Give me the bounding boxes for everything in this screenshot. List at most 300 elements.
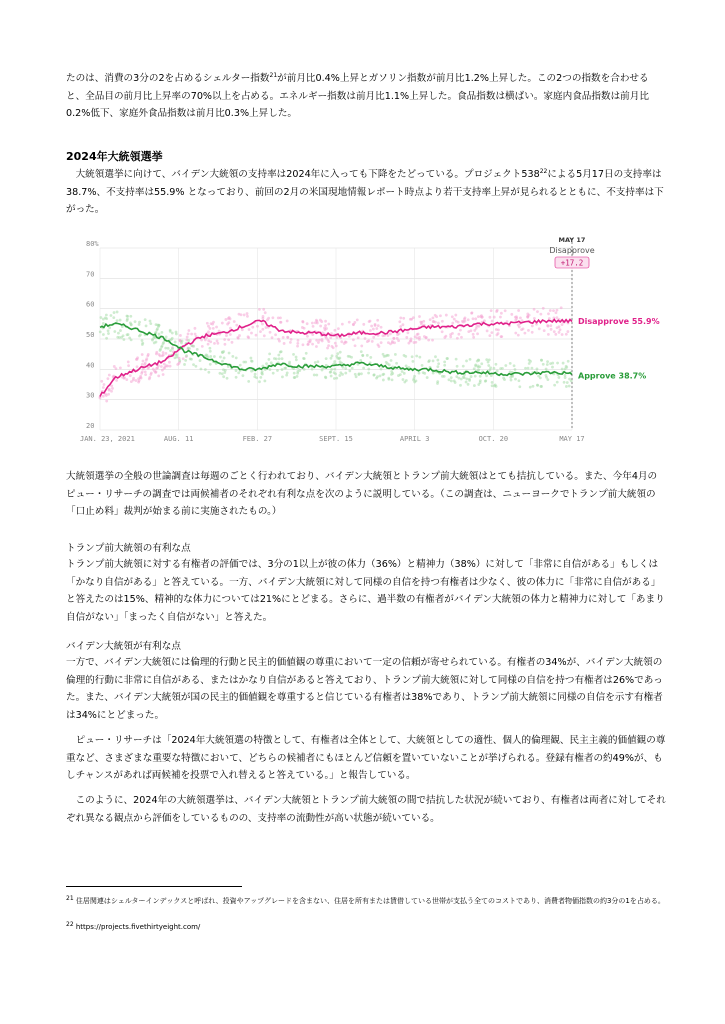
- disapprove-poll-dot: [103, 383, 106, 386]
- approve-poll-dot: [387, 377, 390, 380]
- approve-poll-dot: [113, 311, 116, 314]
- approve-poll-dot: [113, 330, 116, 333]
- trump-heading: トランプ前大統領の有利な点: [66, 543, 191, 554]
- disapprove-poll-dot: [432, 316, 435, 319]
- approve-poll-dot: [254, 373, 257, 376]
- disapprove-poll-dot: [360, 345, 363, 348]
- approve-poll-dot: [292, 353, 295, 356]
- disapprove-poll-dot: [127, 361, 130, 364]
- disapprove-poll-dot: [414, 335, 417, 338]
- disapprove-poll-dot: [321, 338, 324, 341]
- approve-poll-dot: [259, 376, 262, 379]
- disapprove-poll-dot: [207, 343, 210, 346]
- disapprove-poll-dot: [470, 329, 473, 332]
- approve-poll-dot: [434, 355, 437, 358]
- approve-poll-dot: [281, 375, 284, 378]
- disapprove-poll-dot: [453, 318, 456, 321]
- approve-poll-dot: [527, 367, 530, 370]
- disapprove-poll-dot: [311, 333, 314, 336]
- disapprove-poll-dot: [547, 333, 550, 336]
- disapprove-poll-dot: [454, 314, 457, 317]
- disapprove-poll-dot: [457, 333, 460, 336]
- approve-poll-dot: [361, 354, 364, 357]
- approve-poll-dot: [277, 354, 280, 357]
- footnote-ref-22[interactable]: 22: [539, 168, 548, 175]
- approve-poll-dot: [209, 350, 212, 353]
- approve-poll-dot: [117, 332, 120, 335]
- disapprove-poll-dot: [392, 337, 395, 340]
- disapprove-poll-dot: [286, 336, 289, 339]
- disapprove-poll-dot: [412, 316, 415, 319]
- disapprove-poll-dot: [315, 345, 318, 348]
- approve-poll-dot: [105, 317, 108, 320]
- approve-poll-dot: [465, 377, 468, 380]
- approve-poll-dot: [165, 335, 168, 338]
- disapprove-poll-dot: [324, 324, 327, 327]
- disapprove-poll-dot: [327, 323, 330, 326]
- disapprove-poll-dot: [445, 314, 448, 317]
- disapprove-poll-dot: [542, 307, 545, 310]
- approve-poll-dot: [401, 370, 404, 373]
- approve-poll-dot: [436, 380, 439, 383]
- approve-poll-dot: [221, 360, 224, 363]
- approve-poll-dot: [384, 355, 387, 358]
- approve-poll-dot: [199, 359, 202, 362]
- disapprove-poll-dot: [241, 328, 244, 331]
- x-tick-label: FEB. 27: [242, 435, 273, 443]
- disapprove-poll-dot: [500, 335, 503, 338]
- approve-poll-dot: [281, 368, 284, 371]
- disapprove-poll-dot: [555, 316, 558, 319]
- approve-poll-dot: [413, 381, 416, 384]
- disapprove-poll-dot: [125, 378, 128, 381]
- approve-poll-dot: [144, 318, 147, 321]
- approve-poll-dot: [394, 353, 397, 356]
- disapprove-poll-dot: [335, 345, 338, 348]
- disapprove-poll-dot: [164, 366, 167, 369]
- approve-poll-dot: [321, 369, 324, 372]
- approve-poll-dot: [403, 381, 406, 384]
- disapprove-poll-dot: [402, 323, 405, 326]
- approve-poll-dot: [339, 371, 342, 374]
- disapprove-poll-dot: [289, 341, 292, 344]
- approve-poll-dot: [330, 357, 333, 360]
- disapprove-poll-dot: [168, 361, 171, 364]
- approve-poll-dot: [390, 359, 393, 362]
- approve-poll-dot: [549, 362, 552, 365]
- disapprove-poll-dot: [546, 324, 549, 327]
- approve-poll-dot: [333, 360, 336, 363]
- chart-series: [99, 306, 660, 402]
- disapprove-poll-dot: [307, 343, 310, 346]
- disapprove-poll-dot: [129, 374, 132, 377]
- approve-poll-dot: [119, 319, 122, 322]
- disapprove-poll-dot: [441, 330, 444, 333]
- approve-poll-dot: [187, 347, 190, 350]
- disapprove-poll-dot: [461, 320, 464, 323]
- approve-poll-dot: [355, 375, 358, 378]
- disapprove-poll-dot: [166, 365, 169, 368]
- approve-poll-dot: [138, 323, 141, 326]
- disapprove-poll-dot: [524, 332, 527, 335]
- approve-poll-dot: [145, 324, 148, 327]
- disapprove-poll-dot: [434, 321, 437, 324]
- disapprove-poll-dot: [467, 318, 470, 321]
- approve-poll-dot: [213, 355, 216, 358]
- approve-poll-dot: [546, 378, 549, 381]
- approve-poll-dot: [222, 375, 225, 378]
- disapprove-poll-dot: [324, 320, 327, 323]
- approve-poll-dot: [561, 368, 564, 371]
- disapprove-poll-dot: [486, 329, 489, 332]
- disapprove-poll-dot: [510, 313, 513, 316]
- disapprove-poll-dot: [348, 321, 351, 324]
- disapprove-poll-dot: [190, 333, 193, 336]
- disapprove-poll-dot: [380, 326, 383, 329]
- approve-poll-dot: [204, 368, 207, 371]
- disapprove-poll-dot: [449, 333, 452, 336]
- approve-poll-dot: [273, 357, 276, 360]
- approve-poll-dot: [480, 362, 483, 365]
- approve-poll-dot: [457, 377, 460, 380]
- disapprove-poll-dot: [212, 327, 215, 330]
- footnote-21: $^{21}$ 住居関連はシェルターインデックスと呼ばれ、投資やアップグレードを含まない、住居を所有または賃借している世帯が支払う全てのコストであり、消費者物価指数の約3分の1を占める。: [66, 895, 665, 905]
- marker-date: MAY 17: [558, 236, 586, 244]
- approve-poll-dot: [565, 385, 568, 388]
- approve-poll-dot: [348, 355, 351, 358]
- approve-poll-dot: [223, 371, 226, 374]
- disapprove-poll-dot: [549, 309, 552, 312]
- disapprove-poll-dot: [493, 316, 496, 319]
- disapprove-poll-dot: [531, 325, 534, 328]
- disapprove-poll-dot: [161, 354, 164, 357]
- approve-poll-dot: [281, 357, 284, 360]
- disapprove-poll-dot: [391, 340, 394, 343]
- approve-poll-dot: [155, 341, 158, 344]
- approve-poll-dot: [540, 359, 543, 362]
- disapprove-poll-dot: [228, 316, 231, 319]
- disapprove-poll-dot: [99, 397, 102, 400]
- approve-poll-dot: [403, 354, 406, 357]
- disapprove-poll-dot: [375, 327, 378, 330]
- approve-poll-dot: [504, 364, 507, 367]
- disapprove-poll-dot: [259, 330, 262, 333]
- approve-poll-dot: [317, 360, 320, 363]
- approve-poll-dot: [529, 386, 532, 389]
- disapprove-poll-dot: [496, 334, 499, 337]
- disapprove-poll-dot: [553, 330, 556, 333]
- approve-poll-dot: [382, 373, 385, 376]
- disapprove-poll-dot: [135, 358, 138, 361]
- approve-poll-dot: [542, 363, 545, 366]
- approve-poll-dot: [450, 380, 453, 383]
- disapprove-poll-dot: [519, 317, 522, 320]
- approve-poll-dot: [253, 375, 256, 378]
- disapprove-poll-dot: [441, 320, 444, 323]
- disapprove-poll-dot: [283, 342, 286, 345]
- approve-poll-dot: [119, 329, 122, 332]
- disapprove-poll-dot: [549, 324, 552, 327]
- approve-poll-dot: [479, 379, 482, 382]
- approve-poll-dot: [127, 333, 130, 336]
- approve-poll-dot: [156, 324, 159, 327]
- approve-poll-dot: [102, 333, 105, 336]
- approve-poll-dot: [251, 360, 254, 363]
- approve-poll-dot: [477, 366, 480, 369]
- approve-poll-dot: [138, 335, 141, 338]
- approve-poll-dot: [107, 329, 110, 332]
- disapprove-poll-dot: [326, 347, 329, 350]
- disapprove-poll-dot: [277, 338, 280, 341]
- approve-poll-dot: [339, 351, 342, 354]
- approve-poll-dot: [285, 374, 288, 377]
- approve-poll-dot: [388, 363, 391, 366]
- approve-poll-dot: [367, 368, 370, 371]
- approve-poll-dot: [536, 384, 539, 387]
- disapprove-poll-dot: [514, 319, 517, 322]
- disapprove-poll-dot: [333, 329, 336, 332]
- approve-poll-dot: [250, 370, 253, 373]
- approve-poll-dot: [448, 378, 451, 381]
- approve-poll-dot: [295, 356, 298, 359]
- x-tick-label: SEPT. 15: [319, 435, 353, 443]
- footnote-22-link[interactable]: https://projects.fivethirtyeight.com/: [75, 923, 201, 931]
- disapprove-poll-dot: [132, 377, 135, 380]
- approve-poll-dot: [432, 359, 435, 362]
- disapprove-poll-dot: [533, 308, 536, 311]
- approve-poll-dot: [227, 365, 230, 368]
- approve-poll-dot: [360, 350, 363, 353]
- approve-poll-dot: [235, 376, 238, 379]
- disapprove-poll-dot: [141, 371, 144, 374]
- approve-poll-dot: [126, 318, 129, 321]
- approve-poll-dot: [118, 336, 121, 339]
- x-tick-label: JAN. 23, 2021: [80, 435, 135, 443]
- disapprove-poll-dot: [152, 368, 155, 371]
- pew-paragraph: ピュー・リサーチは「2024年大統領選の特徴として、有権者は全体として、大統領としての適性、個人的倫理観、民主主義的価値観の尊重など、さまざまな重要な特徴において、どちらの候補者にもほとんど信頼を置いていないことが挙げられる。登録有権者の約49%が、もしチャンスがあれば両候補を投票で入れ替えると答えている。」と報告している。: [66, 735, 666, 782]
- disapprove-poll-dot: [106, 377, 109, 380]
- disapprove-poll-dot: [246, 315, 249, 318]
- disapprove-poll-dot: [256, 325, 259, 328]
- disapprove-poll-dot: [206, 322, 209, 325]
- approve-poll-dot: [514, 378, 517, 381]
- approve-poll-dot: [325, 357, 328, 360]
- disapprove-poll-dot: [296, 345, 299, 348]
- disapprove-poll-dot: [266, 318, 269, 321]
- approve-poll-dot: [269, 368, 272, 371]
- disapprove-poll-dot: [187, 332, 190, 335]
- approve-poll-dot: [564, 374, 567, 377]
- approve-poll-dot: [344, 372, 347, 375]
- approve-poll-dot: [421, 364, 424, 367]
- disapprove-poll-dot: [380, 341, 383, 344]
- disapprove-poll-dot: [550, 328, 553, 331]
- approve-poll-dot: [122, 338, 125, 341]
- disapprove-poll-dot: [471, 311, 474, 314]
- disapprove-poll-dot: [301, 320, 304, 323]
- disapprove-poll-dot: [208, 327, 211, 330]
- approve-poll-dot: [488, 358, 491, 361]
- disapprove-poll-dot: [413, 341, 416, 344]
- approve-poll-dot: [272, 372, 275, 375]
- approve-poll-dot: [185, 354, 188, 357]
- approve-poll-dot: [200, 368, 203, 371]
- disapprove-poll-dot: [325, 327, 328, 330]
- disapprove-poll-dot: [329, 336, 332, 339]
- disapprove-poll-dot: [102, 395, 105, 398]
- approve-poll-dot: [556, 381, 559, 384]
- approve-poll-dot: [456, 365, 459, 368]
- disapprove-poll-dot: [269, 331, 272, 334]
- approve-poll-dot: [524, 367, 527, 370]
- disapprove-poll-dot: [262, 308, 265, 311]
- approve-poll-dot: [493, 367, 496, 370]
- disapprove-poll-dot: [286, 320, 289, 323]
- approve-poll-dot: [196, 348, 199, 351]
- approve-poll-dot: [436, 359, 439, 362]
- disapprove-poll-dot: [561, 333, 564, 336]
- biden-paragraph: 一方で、バイデン大統領には倫理的行動と民主的価値観の尊重において一定の信頼が寄せられている。有権者の34%が、バイデン大統領の倫理的行動に非常に自信がある、またはかなり自信があると答えており、トランプ前大統領に対して同様の自信を持つ有権者は26%であった。また、バイデン大統領が国の民主的価値観を尊重すると信じている有権者は38%であり、トランプ前大統領に同様の自信を示す有権者は34%にとどまった。: [66, 657, 663, 721]
- disapprove-poll-dot: [495, 310, 498, 313]
- disapprove-poll-dot: [162, 373, 165, 376]
- x-tick-label: APRIL 3: [399, 435, 430, 443]
- approve-poll-dot: [395, 362, 398, 365]
- approve-poll-dot: [477, 383, 480, 386]
- approve-poll-dot: [242, 374, 245, 377]
- approve-poll-dot: [491, 384, 494, 387]
- disapprove-poll-dot: [209, 340, 212, 343]
- disapprove-poll-dot: [362, 323, 365, 326]
- y-tick-label: 80%: [86, 240, 99, 248]
- disapprove-poll-dot: [262, 315, 265, 318]
- approve-poll-dot: [427, 360, 430, 363]
- disapprove-poll-dot: [354, 344, 357, 347]
- approve-poll-dot: [99, 316, 102, 319]
- approve-poll-dot: [469, 358, 472, 361]
- approve-poll-dot: [231, 355, 234, 358]
- approve-poll-dot: [314, 361, 317, 364]
- approve-poll-dot: [237, 371, 240, 374]
- disapprove-poll-dot: [194, 327, 197, 330]
- disapprove-poll-dot: [565, 333, 568, 336]
- approve-poll-dot: [443, 364, 446, 367]
- approve-poll-dot: [551, 366, 554, 369]
- disapprove-poll-dot: [311, 343, 314, 346]
- disapprove-poll-dot: [316, 320, 319, 323]
- disapprove-poll-dot: [136, 365, 139, 368]
- disapprove-poll-dot: [141, 353, 144, 356]
- disapprove-poll-dot: [182, 357, 185, 360]
- approve-poll-dot: [268, 353, 271, 356]
- approve-poll-dot: [223, 357, 226, 360]
- disapprove-poll-dot: [429, 318, 432, 321]
- disapprove-poll-dot: [160, 365, 163, 368]
- disapprove-poll-dot: [554, 333, 557, 336]
- footnote-ref-21[interactable]: 21: [269, 72, 278, 79]
- approve-poll-dot: [315, 374, 318, 377]
- approve-poll-dot: [474, 375, 477, 378]
- disapprove-poll-dot: [341, 323, 344, 326]
- disapprove-poll-dot: [396, 337, 399, 340]
- approve-poll-dot: [467, 383, 470, 386]
- approve-poll-dot: [546, 363, 549, 366]
- approve-poll-dot: [545, 368, 548, 371]
- approve-poll-dot: [260, 372, 263, 375]
- disapprove-poll-dot: [451, 322, 454, 325]
- approval-chart: [80, 232, 680, 446]
- approve-poll-dot: [499, 367, 502, 370]
- approve-poll-dot: [380, 368, 383, 371]
- approve-poll-dot: [491, 381, 494, 384]
- approve-poll-dot: [112, 316, 115, 319]
- body-paragraph-3: 大統領選挙の全般の世論調査は毎週のごとく行われており、バイデン大統領とトランプ前大統領はとても拮抗している。また、今年4月のピュー・リサーチの調査では両候補者のそれぞれ有利な点を次のように説明している。（この調査は、ニューヨークでトランプ前大統領の「口止め料」裁判が始まる前に実施されたもの。）: [66, 471, 658, 518]
- disapprove-poll-dot: [178, 362, 181, 365]
- disapprove-poll-dot: [381, 334, 384, 337]
- disapprove-poll-dot: [224, 318, 227, 321]
- approve-poll-dot: [134, 320, 137, 323]
- approve-poll-dot: [566, 381, 569, 384]
- disapprove-poll-dot: [376, 319, 379, 322]
- disapprove-poll-dot: [531, 331, 534, 334]
- disapprove-poll-dot: [352, 338, 355, 341]
- approve-poll-dot: [376, 375, 379, 378]
- disapprove-poll-dot: [127, 364, 130, 367]
- approve-poll-dot: [418, 372, 421, 375]
- approve-poll-dot: [235, 369, 238, 372]
- approve-poll-dot: [510, 379, 513, 382]
- approve-poll-dot: [477, 358, 480, 361]
- x-tick-label: MAY 17: [559, 435, 585, 443]
- biden-heading: バイデン大統領が有利な点: [66, 641, 181, 652]
- approve-poll-dot: [141, 342, 144, 345]
- disapprove-poll-dot: [213, 342, 216, 345]
- disapprove-poll-dot: [418, 338, 421, 341]
- approve-poll-dot: [129, 315, 132, 318]
- disapprove-poll-dot: [410, 340, 413, 343]
- approve-poll-dot: [518, 385, 521, 388]
- disapprove-poll-dot: [325, 337, 328, 340]
- disapprove-poll-dot: [337, 327, 340, 330]
- disapprove-poll-dot: [123, 377, 126, 380]
- disapprove-poll-dot: [561, 323, 564, 326]
- disapprove-poll-dot: [306, 322, 309, 325]
- disapprove-poll-dot: [229, 333, 232, 336]
- approve-poll-dot: [235, 357, 238, 360]
- disapprove-poll-dot: [387, 334, 390, 337]
- disapprove-poll-dot: [477, 315, 480, 318]
- approve-poll-dot: [331, 354, 334, 357]
- disapprove-poll-dot: [318, 339, 321, 342]
- disapprove-poll-dot: [306, 335, 309, 338]
- approve-poll-dot: [422, 371, 425, 374]
- disapprove-poll-dot: [279, 321, 282, 324]
- disapprove-poll-dot: [155, 367, 158, 370]
- disapprove-poll-dot: [476, 332, 479, 335]
- approve-poll-dot: [369, 356, 372, 359]
- disapprove-poll-dot: [258, 308, 261, 311]
- approve-poll-dot: [391, 378, 394, 381]
- disapprove-poll-dot: [398, 320, 401, 323]
- disapprove-poll-dot: [405, 336, 408, 339]
- approve-poll-dot: [228, 352, 231, 355]
- approve-poll-dot: [509, 362, 512, 365]
- disapprove-poll-dot: [261, 323, 264, 326]
- approve-poll-dot: [484, 379, 487, 382]
- disapprove-poll-dot: [319, 325, 322, 328]
- approve-poll-dot: [443, 361, 446, 364]
- disapprove-poll-dot: [387, 341, 390, 344]
- approve-poll-dot: [209, 355, 212, 358]
